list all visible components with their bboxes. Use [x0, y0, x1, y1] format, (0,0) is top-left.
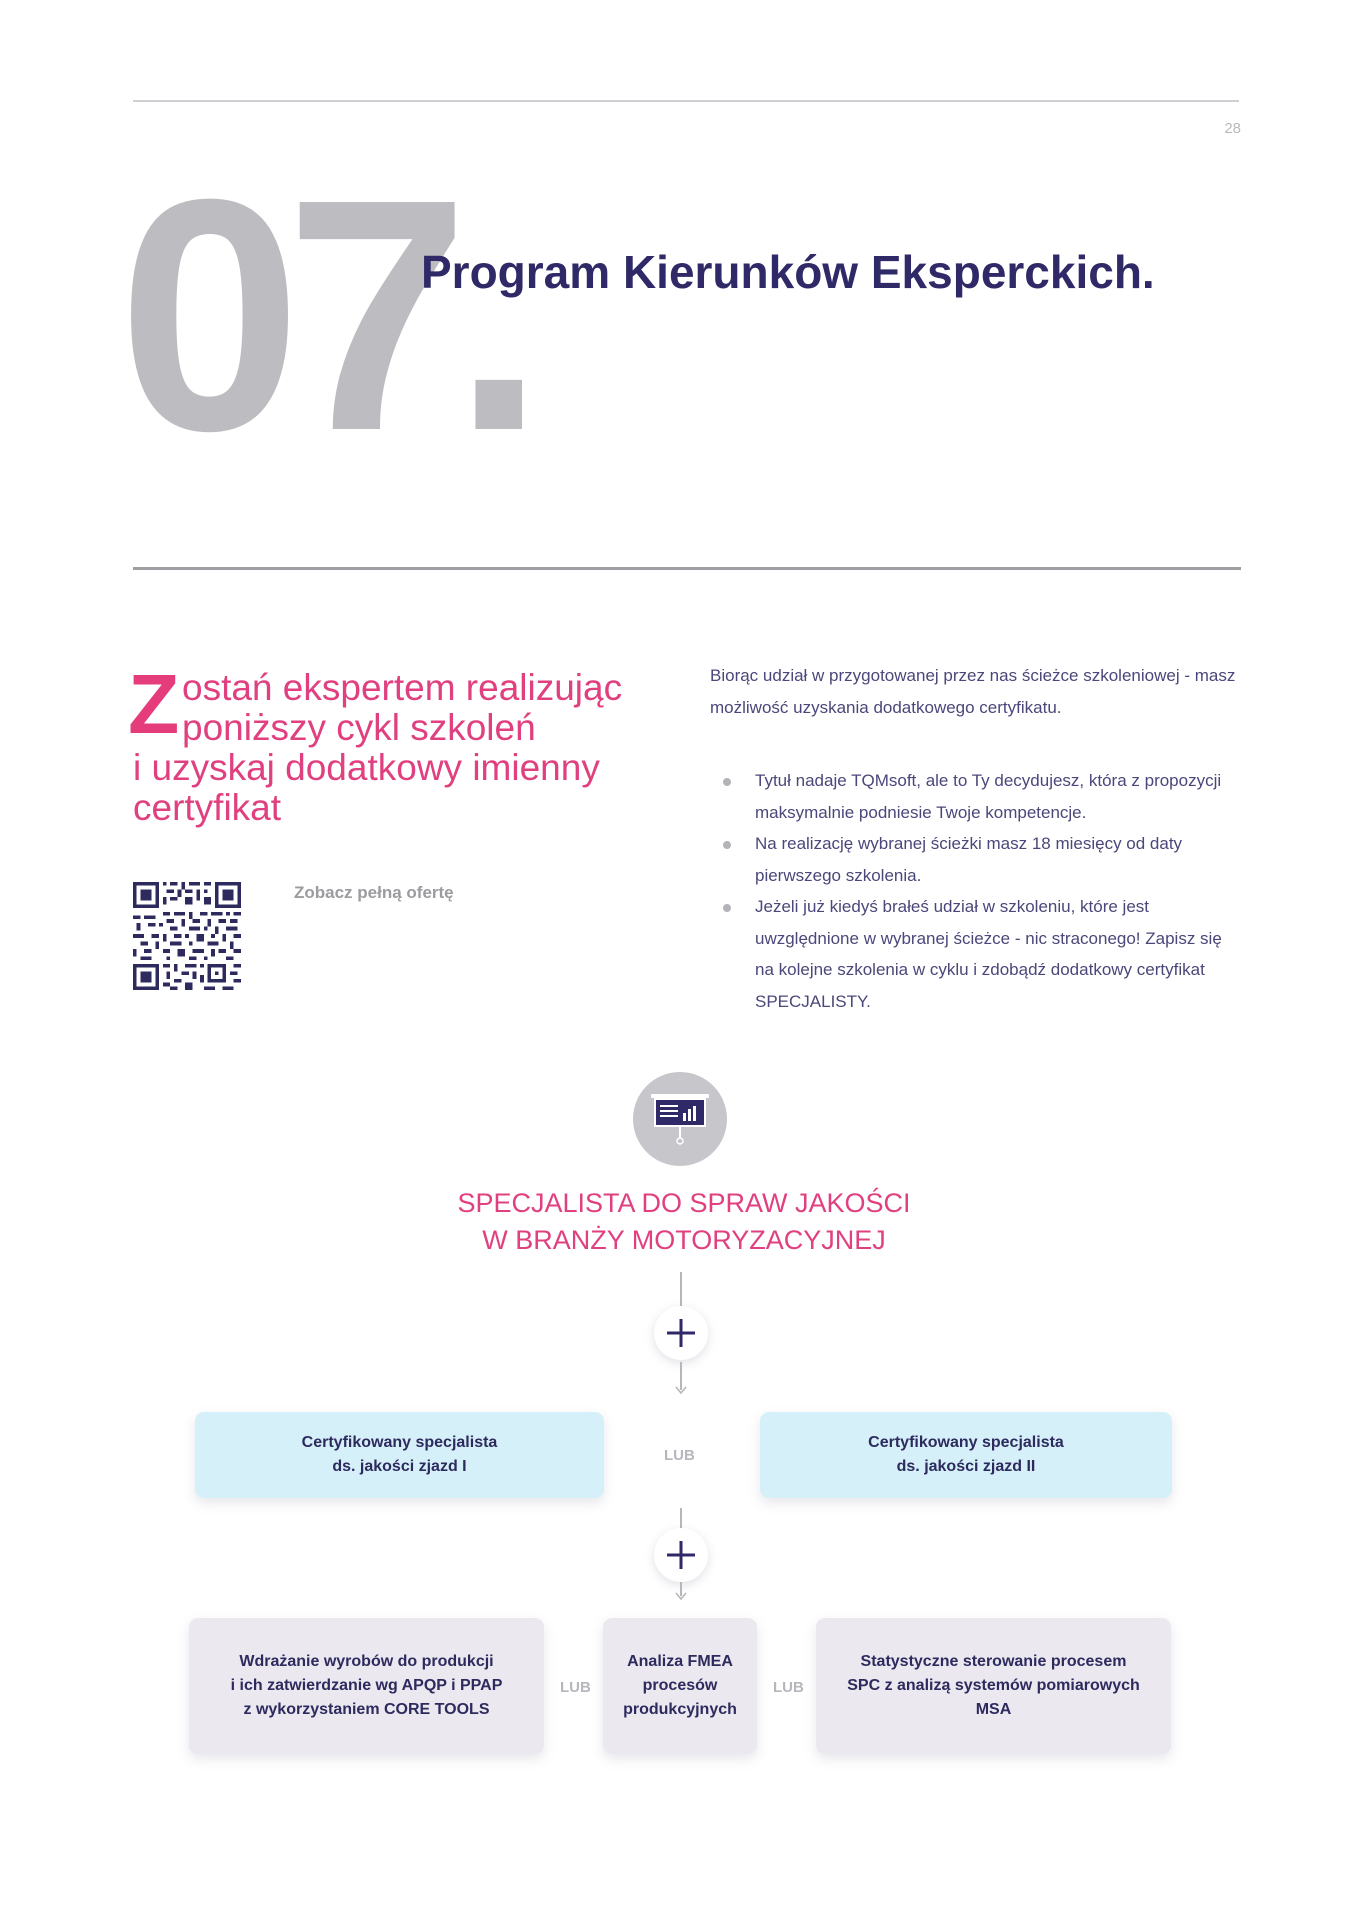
specialist-title — [384, 1185, 984, 1259]
specialist-title-line-2: W BRANŻY MOTORYZACYJNEJ — [482, 1225, 886, 1255]
course-name: z wykorzystaniem CORE TOOLS — [243, 1701, 490, 1718]
list-item-text: Tytuł nadaje TQMsoft, ale to Ty decydujesz, która z propozycji maksymalnie podniesie Twoje kompetencje. — [755, 771, 1222, 822]
drop-cap: Z — [128, 657, 180, 751]
course-name: SPC z analizą systemów pomiarowych — [847, 1677, 1140, 1694]
course-name: i ich zatwierdzanie wg APQP i PPAP — [230, 1677, 503, 1694]
connector-line — [680, 1508, 682, 1528]
section-divider — [133, 567, 1241, 570]
bullet-dot — [723, 841, 731, 849]
heading-line-2: poniższy cykl szkoleń — [182, 707, 536, 748]
course-name: Certyfikowany specjalista — [868, 1434, 1064, 1451]
heading-line-4: certyfikat — [133, 787, 282, 828]
chapter-number: 07. — [118, 130, 529, 499]
course-box[interactable] — [189, 1618, 544, 1754]
chapter-title: Program Kierunków Eksperckich. — [421, 246, 1155, 298]
list-item — [720, 765, 1242, 828]
plus-icon — [654, 1306, 708, 1360]
course-name: Analiza FMEA — [627, 1653, 733, 1670]
benefits-list — [720, 765, 1242, 1017]
list-item — [720, 828, 1242, 891]
course-name: Statystyczne sterowanie procesem — [860, 1653, 1127, 1670]
bullet-dot — [723, 904, 731, 912]
specialist-title-line-1: SPECJALISTA DO SPRAW JAKOŚCI — [457, 1188, 911, 1218]
presentation-board-icon — [633, 1072, 727, 1166]
course-box[interactable] — [603, 1618, 757, 1754]
course-box[interactable] — [760, 1412, 1172, 1498]
or-label: LUB — [560, 1679, 591, 1696]
intro-paragraph: Biorąc udział w przygotowanej przez nas ścieżce szkoleniowej - masz możliwość uzyskania dodatkowego certyfikatu. — [710, 666, 1236, 717]
course-name: ds. jakości zjazd II — [896, 1458, 1036, 1475]
course-name: ds. jakości zjazd I — [332, 1458, 467, 1475]
qr-caption[interactable]: Zobacz pełną ofertę — [294, 883, 454, 902]
course-name: Certyfikowany specjalista — [301, 1434, 498, 1451]
list-item-text: Na realizację wybranej ścieżki masz 18 miesięcy od daty pierwszego szkolenia. — [755, 834, 1183, 885]
course-name: procesów — [642, 1677, 718, 1694]
plus-icon — [654, 1528, 708, 1582]
or-label: LUB — [664, 1447, 695, 1464]
heading-line-3: i uzyskaj dodatkowy imienny — [133, 747, 600, 788]
arrow-down-icon — [675, 1590, 687, 1602]
bullet-dot — [723, 778, 731, 786]
list-item — [720, 891, 1242, 1017]
page-number: 28 — [1224, 120, 1241, 137]
or-label: LUB — [773, 1679, 804, 1696]
course-box[interactable] — [195, 1412, 604, 1498]
top-divider — [133, 100, 1239, 102]
qr-code[interactable] — [133, 882, 241, 990]
heading-line-1: ostań ekspertem realizując — [182, 667, 623, 708]
course-name: Wdrażanie wyrobów do produkcji — [239, 1653, 494, 1670]
course-box[interactable] — [816, 1618, 1171, 1754]
course-name: produkcyjnych — [623, 1701, 737, 1718]
arrow-down-icon — [675, 1384, 687, 1396]
connector-line — [680, 1272, 682, 1306]
course-name: MSA — [975, 1701, 1012, 1718]
list-item-text: Jeżeli już kiedyś brałeś udział w szkoleniu, które jest uwzględnione w wybranej ścieżce - nic straconego! Zapisz się na kolejne szkolenia w cyklu i zdobądź dodatkowy certyfikat SPECJALISTY. — [755, 897, 1222, 1011]
